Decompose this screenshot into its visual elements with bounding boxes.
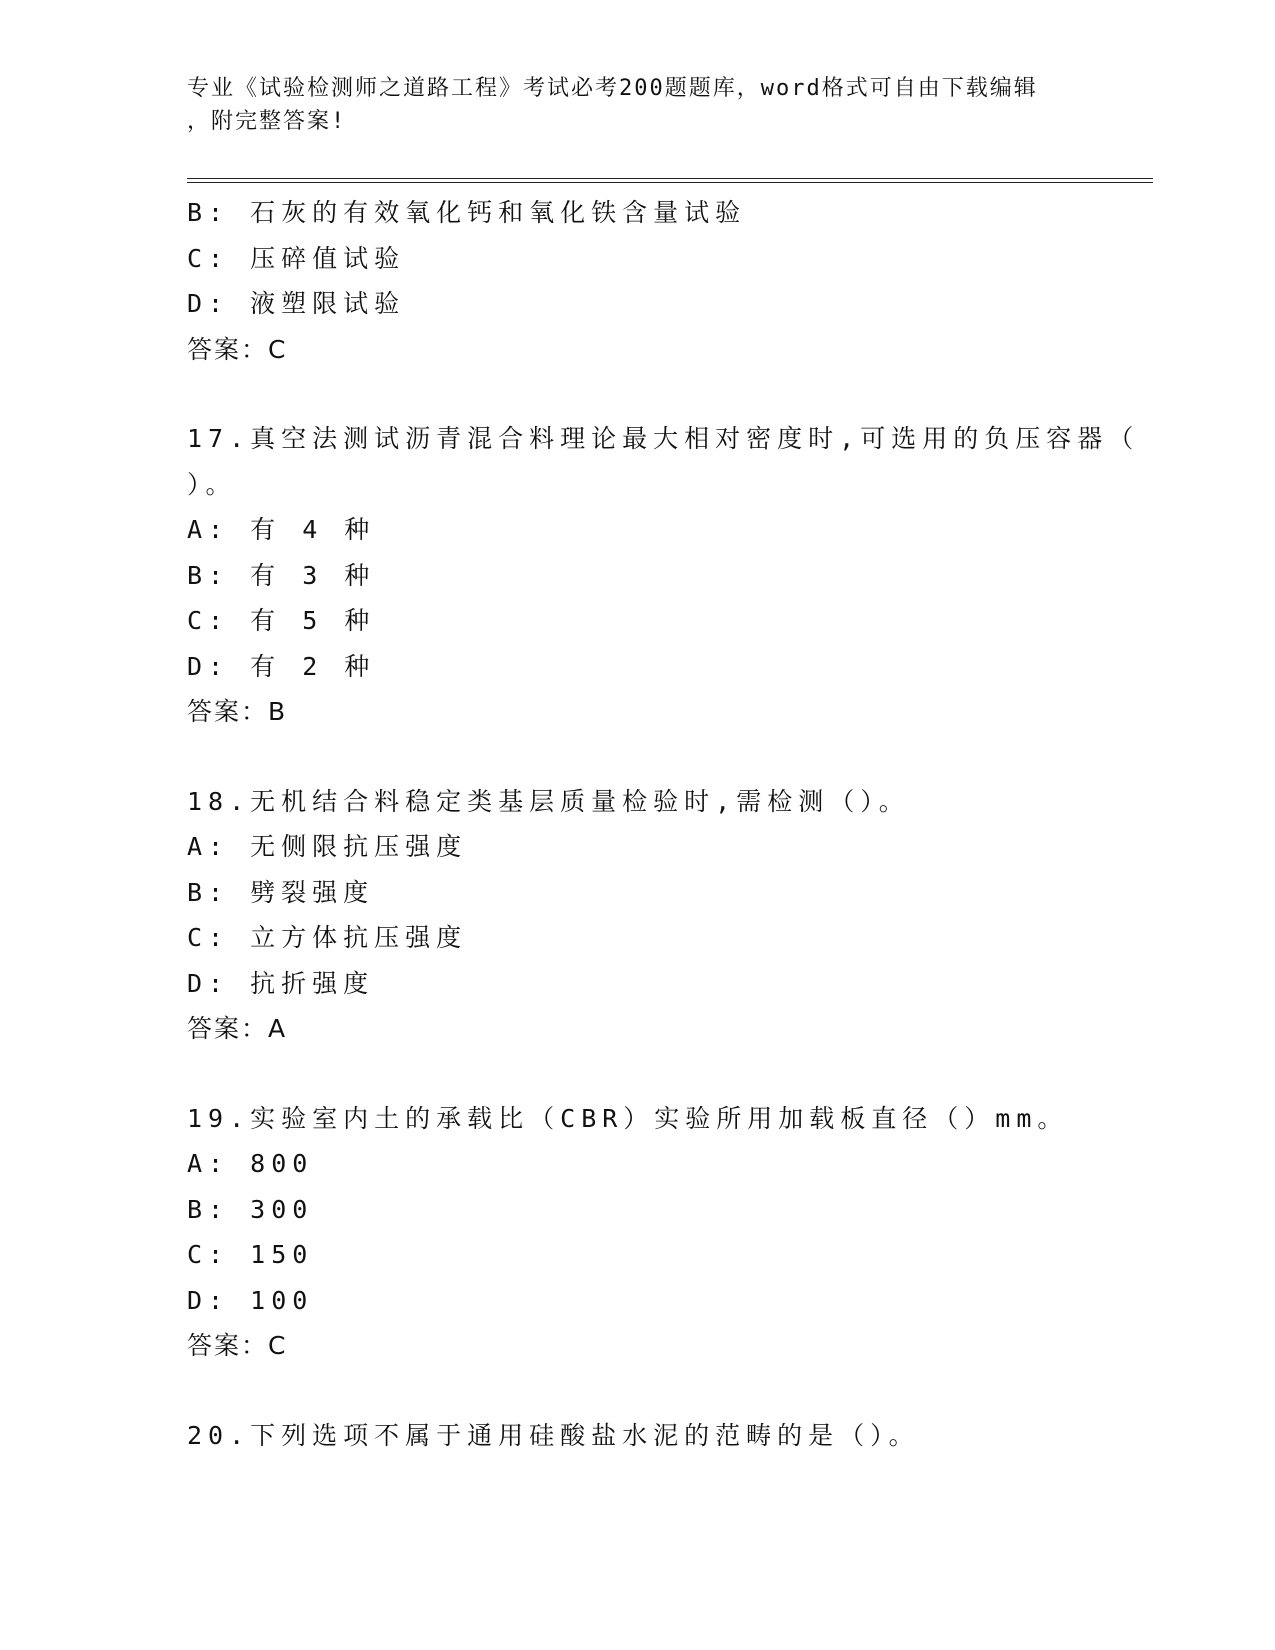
option-d: D: 抗折强度 — [187, 968, 375, 998]
spacer — [187, 1369, 1087, 1413]
spacer — [187, 1052, 1087, 1096]
option-c: C: 压碎值试验 — [187, 243, 406, 273]
option-c: C: 150 — [187, 1240, 314, 1269]
question-20 — [187, 1413, 1087, 1459]
spacer — [187, 735, 1087, 779]
option-a: A: 有 4 种 — [187, 515, 376, 544]
question-text-continued: ）。 — [187, 469, 237, 499]
option-b: B: 300 — [187, 1194, 314, 1224]
option-a: A: 800 — [187, 1149, 314, 1178]
question-text: 17.真空法测试沥青混合料理论最大相对密度时,可选用的负压容器（ — [187, 424, 1140, 453]
spacer — [187, 372, 1087, 416]
header-line-2: ，附完整答案! — [187, 109, 347, 134]
question-19 — [187, 1096, 1087, 1369]
question-text: 19.实验室内土的承载比（CBR）实验所用加载板直径（）mm。 — [187, 1103, 1069, 1133]
option-b: B: 石灰的有效氧化钙和氧化铁含量试验 — [187, 198, 747, 227]
option-c: C: 立方体抗压强度 — [187, 923, 468, 952]
option-a: A: 无侧限抗压强度 — [187, 832, 468, 861]
header-divider-bottom — [187, 182, 1153, 183]
answer: 答案：C — [187, 1331, 288, 1360]
question-18 — [187, 779, 1087, 1052]
question-17 — [187, 416, 1140, 735]
option-d: D: 液塑限试验 — [187, 289, 406, 318]
question-text: 20.下列选项不属于通用硅酸盐水泥的范畴的是（）。 — [187, 1420, 920, 1450]
header-line-1: 专业《试验检测师之道路工程》考试必考200题题库，word格式可自由下载编辑 — [187, 76, 1038, 101]
question-16-tail — [187, 190, 1087, 372]
option-d: D: 有 2 种 — [187, 651, 376, 681]
option-d: D: 100 — [187, 1285, 314, 1315]
option-b: B: 劈裂强度 — [187, 877, 375, 907]
question-text: 18.无机结合料稳定类基层质量检验时,需检测（）。 — [187, 786, 910, 816]
document-header — [187, 72, 1087, 138]
answer: 答案：C — [187, 334, 288, 364]
option-b: B: 有 3 种 — [187, 560, 376, 590]
answer: 答案：A — [187, 1014, 288, 1043]
answer: 答案：B — [187, 697, 288, 726]
option-c: C: 有 5 种 — [187, 606, 376, 635]
question-list — [187, 190, 1140, 1458]
header-divider-top — [187, 178, 1153, 179]
